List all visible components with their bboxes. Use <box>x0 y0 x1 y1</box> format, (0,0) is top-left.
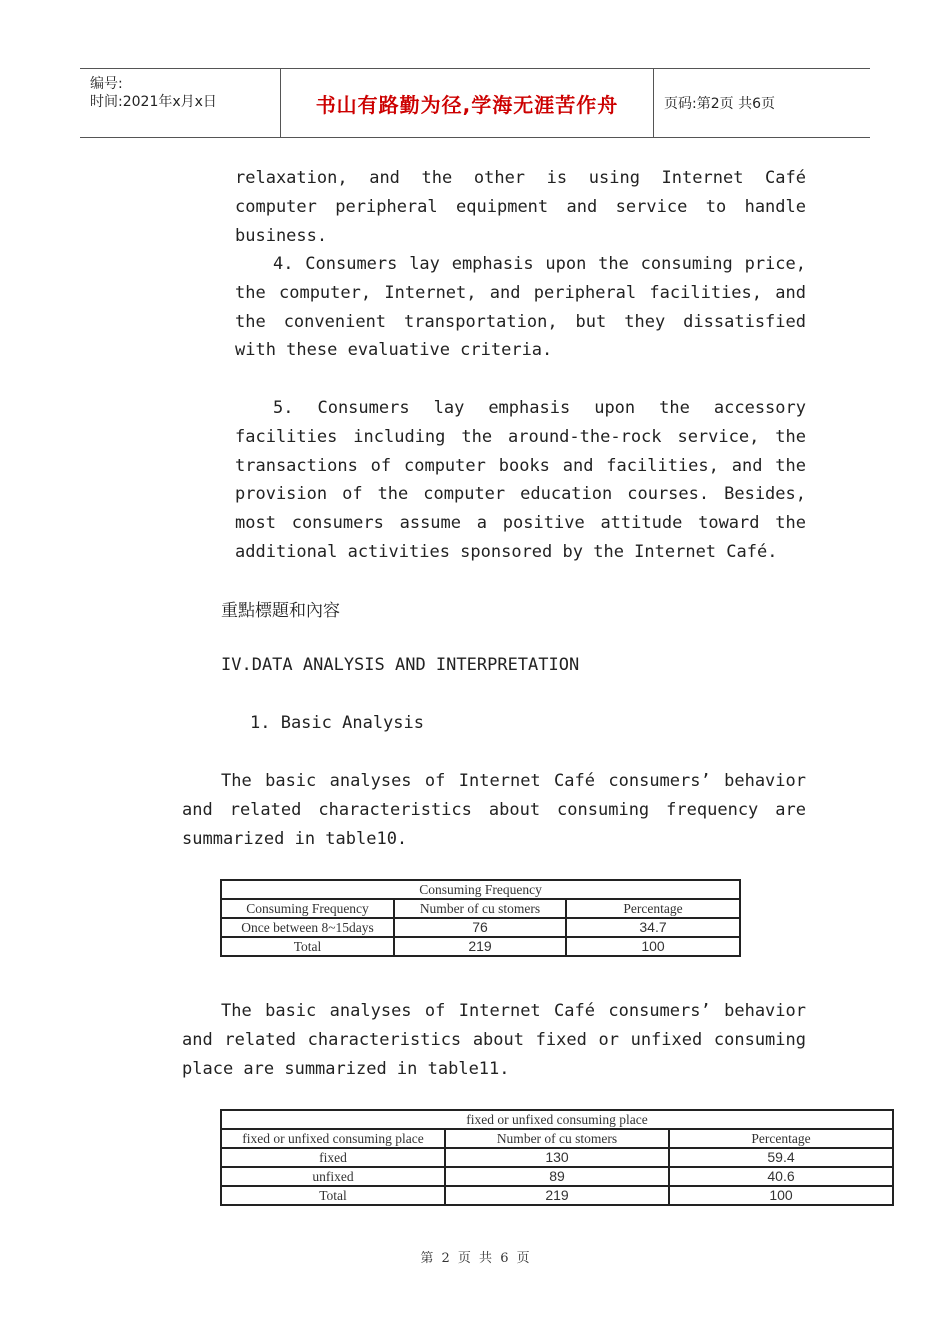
table-cell: 34.7 <box>566 918 740 937</box>
column-header: Number of cu stomers <box>394 899 566 918</box>
subsection-heading: 1. Basic Analysis <box>250 713 424 733</box>
table-cell: 76 <box>394 918 566 937</box>
table-title-row <box>221 1110 893 1129</box>
paragraph-item-4: 4. Consumers lay emphasis upon the consuming price, the computer, Internet, and peripheral facilities, and the convenient transportation, but they dissatisfied with these evaluative criteria. <box>235 254 806 361</box>
table-cell: 219 <box>394 937 566 956</box>
column-header: fixed or unfixed consuming place <box>221 1129 445 1148</box>
table-consuming-place <box>220 1109 894 1206</box>
table-row <box>221 1148 893 1167</box>
table-consuming-frequency <box>220 879 741 957</box>
header-meta <box>80 69 281 137</box>
column-header: Consuming Frequency <box>221 899 394 918</box>
table-cell: 100 <box>669 1186 893 1205</box>
table-cell: fixed <box>221 1148 445 1167</box>
header-motto: 书山有路勤为径,学海无涯苦作舟 <box>281 69 654 137</box>
document-number-label: 编号: <box>90 76 123 92</box>
table-title: Consuming Frequency <box>221 880 740 899</box>
paragraph-continuation: relaxation, and the other is using Internet Café computer peripheral equipment and service to handle business. <box>235 168 806 246</box>
table-cell: 100 <box>566 937 740 956</box>
chinese-heading: 重點標題和內容 <box>221 601 340 621</box>
table-row <box>221 937 740 956</box>
table-cell: unfixed <box>221 1167 445 1186</box>
column-header: Percentage <box>669 1129 893 1148</box>
column-header: Percentage <box>566 899 740 918</box>
header-page-info: 页码:第2页 共6页 <box>664 96 775 112</box>
document-date-label: 时间:2021年x月x日 <box>90 94 217 110</box>
table-cell: 89 <box>445 1167 669 1186</box>
table-cell: Total <box>221 937 394 956</box>
table-row <box>221 918 740 937</box>
page-header <box>80 68 870 138</box>
table-row <box>221 1186 893 1205</box>
table-cell: Once between 8~15days <box>221 918 394 937</box>
table-title: fixed or unfixed consuming place <box>221 1110 893 1129</box>
page-footer: 第 2 页 共 6 页 <box>420 1251 530 1266</box>
table-row <box>221 1167 893 1186</box>
table-cell: 130 <box>445 1148 669 1167</box>
paragraph-table10-intro: The basic analyses of Internet Café consumers’ behavior and related characteristics about consuming frequency are summarized in table10. <box>182 771 806 849</box>
table-cell: 59.4 <box>669 1148 893 1167</box>
column-header: Number of cu stomers <box>445 1129 669 1148</box>
table-header-row <box>221 1129 893 1148</box>
section-heading: IV.DATA ANALYSIS AND INTERPRETATION <box>221 655 580 675</box>
table-title-row <box>221 880 740 899</box>
table-cell: 219 <box>445 1186 669 1205</box>
paragraph-table11-intro: The basic analyses of Internet Café consumers’ behavior and related characteristics about fixed or unfixed consuming place are summarized in table11. <box>182 1001 806 1079</box>
table-cell: 40.6 <box>669 1167 893 1186</box>
table-header-row <box>221 899 740 918</box>
table-cell: Total <box>221 1186 445 1205</box>
paragraph-item-5: 5. Consumers lay emphasis upon the accessory facilities including the around-the-rock service, the transactions of computer books and facilities, and the provision of the computer education courses. Besides, most consumers assume a positive attitude toward the additional activities sponsored by the Internet Café. <box>235 398 806 562</box>
